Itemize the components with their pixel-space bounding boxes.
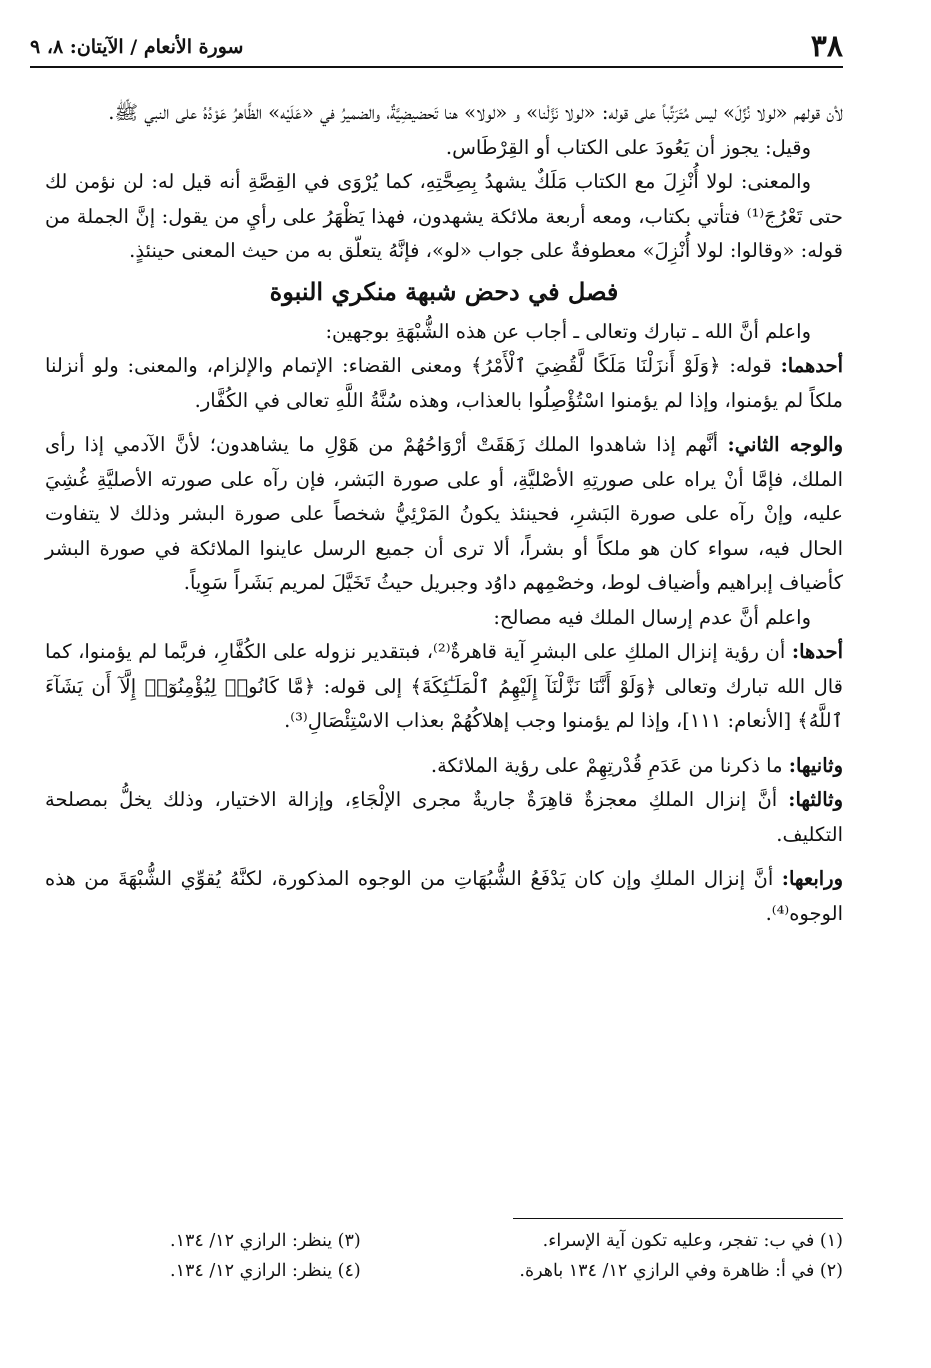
paragraph-lead: ورابعها: — [781, 867, 843, 890]
running-title: سورة الأنعام / الآيتان: ٨، ٩ — [30, 36, 244, 58]
paragraph-lead: أحدها: — [791, 640, 844, 663]
paragraph-text: وقيل: يجوز أن يَعُودَ على الكتاب أو القِرْطَاس. — [445, 135, 811, 159]
footnote-2: (٢) في أ: ظاهرة وفي الرازي ١٢/ ١٣٤ باهرة. — [519, 1261, 843, 1281]
main-text — [45, 96, 843, 931]
header-rule — [30, 66, 843, 68]
paragraph-text: أن رؤية إنزال الملكِ على البشرِ آية قاهرةٌ⁽²⁾، فبتقدير نزوله على الكُفَّارِ، فربَّما لم يؤمنوا، كما قال الله تبارك وتعالى ﴿وَلَوْ أَنَّنَا نَزَّلْنَآ إِلَيْهِمُ ٱلْمَلَـٰٓئِكَةَ﴾ إلى قوله: ﴿مَّا كَانُوا۟ لِيُؤْمِنُوٓا۟ إِلَّآ أَن يَشَآءَ ٱللَّهُ﴾ [الأنعام: ١١١]، وإذا لم يؤمنوا وجب إهلاكُهُمْ بعذاب الاسْتِئْصَالِ⁽³⁾. — [45, 640, 843, 732]
paragraph-lead: وثانيها: — [788, 753, 843, 777]
paragraph-text: ما ذكرنا من عَدَمِ قُدْرتِهِمْ على رؤية الملائكة. — [430, 753, 783, 777]
section-paragraph-4 — [45, 601, 843, 636]
page-header — [30, 28, 843, 68]
section-paragraph-2 — [45, 349, 843, 418]
paragraph-text: لأن قولهم «لولا نُزِّلَ» ليس مُتَرَتِّباً على قوله: «لولا نَزَّلْنا» و «لولا» هنا تَحضيضِيَّةٌ، والضميرُ في «عَلَيْه» الظَّاهرُ عَوْدُهُ على النبي ﷺ. — [108, 101, 843, 124]
footnote-row — [170, 1256, 843, 1286]
paragraph-text: أنَّ إنزال الملكِ وإن كان يَدْفَعُ الشُّبُهَاتِ من الوجوه المذكورة، لكنَّهُ يُقوِّي الشُّبْهَةَ من هذه الوجوه⁽⁴⁾. — [45, 867, 843, 925]
paragraph-1 — [45, 96, 843, 131]
paragraph-3 — [45, 165, 843, 269]
paragraph-2 — [45, 131, 843, 166]
paragraph-lead: والوجه الثاني: — [727, 433, 843, 456]
section-paragraph-8 — [45, 862, 843, 931]
section-paragraph-3 — [45, 428, 843, 601]
paragraph-text: أنَّ إنزال الملكِ معجزةٌ قاهِرَةٌ جاريةٌ مجرى الإلْجَاءِ، وإزالة الاختيار، وذلك يخلُّ بمصلحة التكليف. — [45, 788, 843, 846]
footnote-separator — [513, 1218, 843, 1219]
paragraph-text: قوله: ﴿وَلَوْ أَنزَلْنَا مَلَكًا لَّقُضِيَ ٱلْأَمْرُ﴾ ومعنى القضاء: الإتمام والإلزام، والمعنى: ولو أنزلنا ملكاً لم يؤمنوا، وإذا لم يؤمنوا اسْتُؤْصِلُوا بالعذاب، وهذه سُنَّةُ اللَّهِ تعالى في الكُفَّار. — [45, 354, 843, 412]
section-paragraph-6 — [45, 749, 843, 784]
footnotes — [170, 1226, 843, 1286]
paragraph-lead: وثالثها: — [788, 788, 843, 811]
footnote-row — [170, 1226, 843, 1256]
paragraph-text: واعلم أنَّ عدم إرسال الملك فيه مصالح: — [493, 605, 811, 629]
footnote-3: (٣) ينظر: الرازي ١٢/ ١٣٤. — [170, 1231, 361, 1251]
paragraph-text: والمعنى: لولا أُنْزِلَ مع الكتاب مَلَكٌ يشهدُ بِصِحَّتِهِ، كما يُرْوَى في القِصَّةِ أنه قيل له: لن نؤمن لك حتى تَعْرُجَ⁽¹⁾ فتأتي بكتاب، ومعه أربعة ملائكة يشهدون، فهذا يَظْهَرُ على رأيِ من يقول: إنَّ الجملة من قوله: «وقالوا: لولا أُنْزِلَ» معطوفةٌ على جواب «لو»، فإنَّهُ يتعلّق به من حيث المعنى حينئذٍ. — [45, 170, 843, 262]
page-number: ٣٨ — [810, 29, 843, 64]
section-paragraph-1 — [45, 315, 843, 350]
section-paragraph-7 — [45, 783, 843, 852]
footnote-1: (١) في ب: تفجر، وعليه تكون آية الإسراء. — [542, 1231, 843, 1251]
section-paragraph-5 — [45, 635, 843, 739]
paragraph-text: أنَّهم إذا شاهدوا الملك زَهَقَتْ أرْوَاحُهُمْ من هَوْلِ ما يشاهدون؛ لأنَّ الآدمي إذا رأى الملك، فإمَّا أنْ يراه على صورتِهِ الأصْليَّةِ، أو على صورة البَشر، فإن رآه على صورته الأصليَّةِ غُشِيَ عليه، وإنْ رآه على صورة البَشرِ، فحينئذ يكونُ المَرْئِيُّ شخصاً على صورة البشر وذلك لا يتفاوت الحال فيه، سواء كان هو ملكاً أو بشراً، ألا ترى أن جميع الرسل عاينوا الملائكة في صورة البشر كأضياف إبراهيم وأضياف لوط، وخصْمِهم داوُد وجبريل حيثُ تَخَيَّلَ لمريم بَشَراً سَوِياً. — [45, 433, 843, 594]
paragraph-lead: أحدهما: — [780, 354, 843, 377]
section-heading: فصل في دحض شبهة منكري النبوة — [269, 276, 619, 306]
paragraph-text: واعلم أنَّ الله ـ تبارك وتعالى ـ أجاب عن هذه الشُّبْهَةِ بوجهين: — [325, 319, 811, 343]
footnote-4: (٤) ينظر: الرازي ١٢/ ١٣٤. — [170, 1261, 361, 1281]
